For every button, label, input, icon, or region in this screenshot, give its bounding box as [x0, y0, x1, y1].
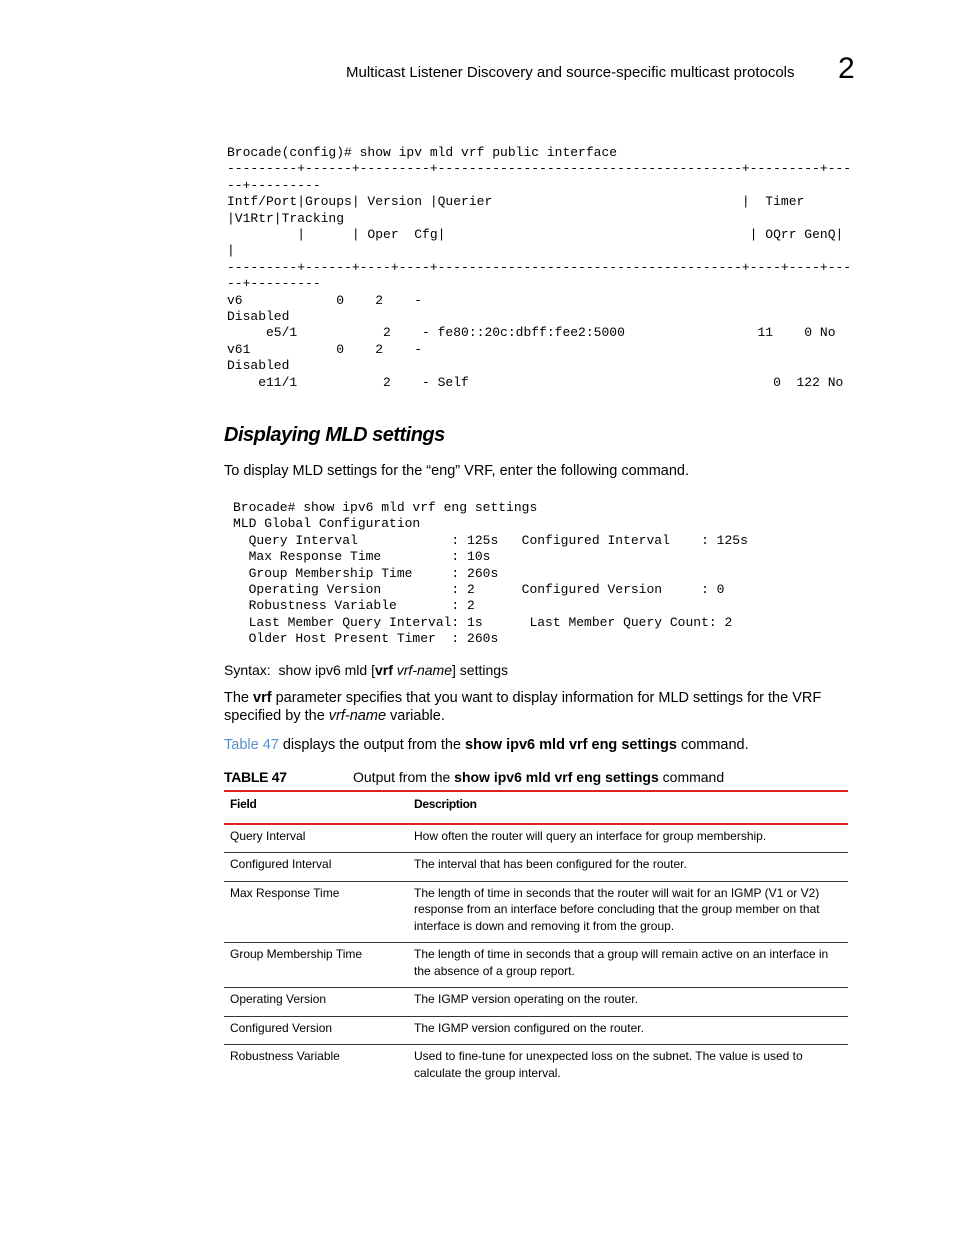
table-title-post: command [658, 769, 725, 785]
syntax-settings: settings [459, 662, 509, 678]
field-cell: Configured Interval [224, 853, 408, 882]
vrf-parameter-description [224, 689, 844, 725]
running-header: Multicast Listener Discovery and source-specific multicast protocols [346, 64, 795, 81]
syntax-vrf: vrf [374, 662, 393, 678]
syntax-vrf-name: vrf-name [396, 662, 452, 678]
field-cell: Group Membership Time [224, 943, 408, 988]
table-number: TABLE 47 [224, 769, 287, 785]
table-title-pre: Output from the [353, 769, 455, 785]
vrf-desc-text-3: variable. [386, 708, 445, 724]
column-header-description: Description [408, 791, 848, 824]
vrf-desc-text-2: parameter specifies that you want to display information for MLD settings for the VRF specified by the [224, 690, 822, 724]
table-ref-text-2: command. [676, 737, 749, 753]
table-header-row [224, 791, 848, 824]
vrf-desc-variable: vrf-name [328, 708, 387, 724]
table-ref-text-1: displays the output from the [278, 737, 466, 753]
interface-command-output: Brocade(config)# show ipv mld vrf public interface ---------+------+---------+---------------------------------------+---------+--- --+--------- Intf/Port|Groups| Version |Querier | Timer |V1Rtr|Tracking | | Oper Cfg| | OQrr GenQ| | ---------+------+----+----+---------------------------------------+----+----+--- --+--------- v6 0 2 - Disabled e5/1 2 - fe80::20c:dbff:fee2:5000 11 0 No v61 0 2 - Disabled e11/1 2 - Self 0 122 No [227, 145, 852, 390]
table-ref-cmd: show ipv6 mld vrf eng settings [465, 737, 677, 753]
settings-fields-table [224, 790, 848, 1089]
table-row [224, 1045, 848, 1090]
field-cell: Query Interval [224, 824, 408, 853]
chapter-number: 2 [838, 52, 855, 85]
syntax-cmd: show ipv6 mld [278, 662, 368, 678]
table-row [224, 881, 848, 943]
column-header-field: Field [224, 791, 408, 824]
section-heading: Displaying MLD settings [224, 424, 445, 446]
section-intro: To display MLD settings for the “eng” VRF, enter the following command. [224, 463, 690, 479]
description-cell: The IGMP version operating on the router. [408, 988, 848, 1017]
table-reference [224, 736, 844, 754]
syntax-bracket-close: ] [452, 662, 456, 678]
table-row [224, 853, 848, 882]
field-cell: Configured Version [224, 1016, 408, 1045]
syntax-label: Syntax: [224, 662, 271, 678]
table-title [353, 769, 724, 785]
field-cell: Operating Version [224, 988, 408, 1017]
description-cell: The length of time in seconds that a group will remain active on an interface in the absence of a group report. [408, 943, 848, 988]
vrf-desc-text-1: The [224, 690, 254, 706]
table-title-cmd: show ipv6 mld vrf eng settings [454, 769, 659, 785]
syntax-bracket-open: [ [371, 662, 375, 678]
table-row [224, 1016, 848, 1045]
table-row [224, 824, 848, 853]
table-row [224, 943, 848, 988]
table-row [224, 988, 848, 1017]
settings-command-output: Brocade# show ipv6 mld vrf eng settings MLD Global Configuration Query Interval : 125s Configured Interval : 125s Max Response Time : 10s Group Membership Time : 260s Operating Version : 2 Configured Version : 0 Robustness Variable : 2 Last Member Query Interval: 1s Last Member Query Count: 2 Older Host Present Timer : 260s [233, 500, 748, 647]
description-cell: The length of time in seconds that the router will wait for an IGMP (V1 or V2) response from an interface before concluding that the group member on that interface is down and removing it from the group. [408, 881, 848, 943]
field-cell: Robustness Variable [230, 1049, 340, 1063]
description-cell: The interval that has been configured for the router. [408, 853, 848, 882]
description-cell: Used to fine-tune for unexpected loss on the subnet. The value is used to calculate the group interval. [414, 1049, 803, 1080]
description-cell: The IGMP version configured on the router. [408, 1016, 848, 1045]
vrf-desc-keyword: vrf [253, 690, 272, 706]
table-47-link[interactable]: Table 47 [224, 737, 279, 753]
syntax-line [224, 661, 844, 679]
field-cell: Max Response Time [224, 881, 408, 943]
description-cell: How often the router will query an interface for group membership. [408, 824, 848, 853]
